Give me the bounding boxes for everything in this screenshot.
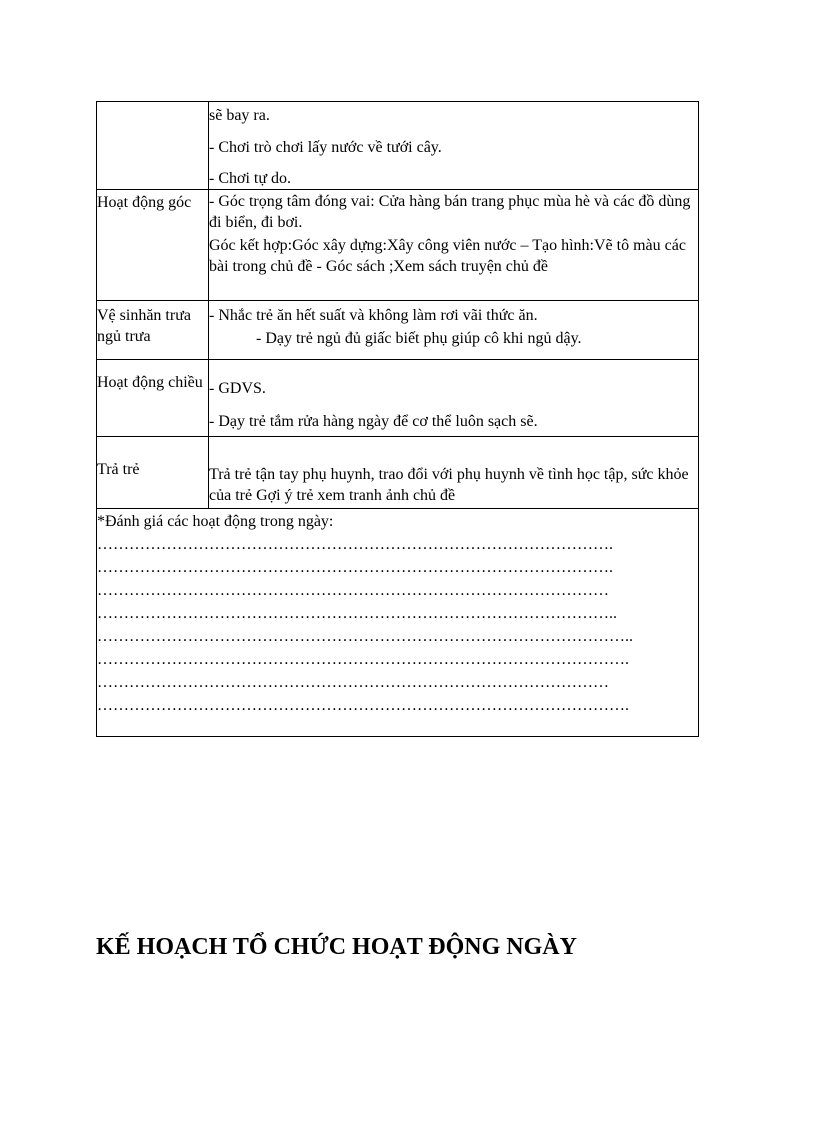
row-content <box>209 360 699 437</box>
content-line: - Dạy trẻ ngủ đủ giấc biết phụ giúp cô khi ngủ dậy. <box>256 330 582 347</box>
row-label-text: Vệ sinhăn trưa ngủ trưa <box>97 307 191 345</box>
row-label-text: Hoạt động góc <box>97 194 192 211</box>
evaluation-lines <box>97 532 698 717</box>
dotted-line: …………………………………………………………………………………… <box>97 582 609 599</box>
row-label-text: Trả trẻ <box>97 461 140 478</box>
row-label <box>97 437 209 509</box>
content-line: - Nhắc trẻ ăn hết suất và không làm rơi vãi thức ăn. <box>209 307 538 324</box>
dotted-line: ……………………………………………………………………………………….. <box>97 628 633 645</box>
page-heading: KẾ HOẠCH TỔ CHỨC HOẠT ĐỘNG NGÀY <box>96 934 577 960</box>
content-line: - GDVS. <box>209 380 266 397</box>
content-line: - Góc trọng tâm đóng vai: Cửa hàng bán trang phục mùa hè và các đồ dùng đi biển, đi bơi. <box>209 193 691 231</box>
content-line: Góc kết hợp:Góc xây dựng:Xây công viên nước – Tạo hình:Vẽ tô màu các bài trong chủ đề - Góc sách ;Xem sách truyện chủ đề <box>209 237 686 275</box>
content-line: Trả trẻ tận tay phụ huynh, trao đổi với phụ huynh về tình học tập, sức khỏe của trẻ Gợi ý trẻ xem tranh ảnh chủ đề <box>209 466 689 504</box>
row-label <box>97 360 209 437</box>
dotted-line: ………………………………………………………………………………………. <box>97 697 629 714</box>
content-line: - Chơi trò chơi lấy nước về tưới cây. <box>209 139 442 156</box>
table-row <box>97 301 699 360</box>
daily-plan-table <box>96 101 699 737</box>
row-content <box>209 190 699 301</box>
table-row <box>97 190 699 301</box>
dotted-line: ……………………………………………………………………………………. <box>97 559 613 576</box>
row-label <box>97 190 209 301</box>
row-content <box>209 301 699 360</box>
content-line: sẽ bay ra. <box>209 107 270 124</box>
evaluation-cell <box>97 509 699 737</box>
row-content <box>209 437 699 509</box>
evaluation-title: *Đánh giá các hoạt động trong ngày: <box>97 513 334 530</box>
table-row <box>97 102 699 190</box>
row-label <box>97 102 209 190</box>
evaluation-row <box>97 509 699 737</box>
content-line: - Chơi tự do. <box>209 170 292 187</box>
dotted-line: …………………………………………………………………………………….. <box>97 605 617 622</box>
dotted-line: …………………………………………………………………………………… <box>97 674 609 691</box>
dotted-line: ……………………………………………………………………………………. <box>97 536 613 553</box>
table-row <box>97 437 699 509</box>
content-line: - Dạy trẻ tắm rửa hàng ngày để cơ thể luôn sạch sẽ. <box>209 413 538 430</box>
row-label-text: Hoạt động chiều <box>97 374 203 391</box>
row-content <box>209 102 699 190</box>
row-label <box>97 301 209 360</box>
table-row <box>97 360 699 437</box>
dotted-line: ………………………………………………………………………………………. <box>97 651 629 668</box>
